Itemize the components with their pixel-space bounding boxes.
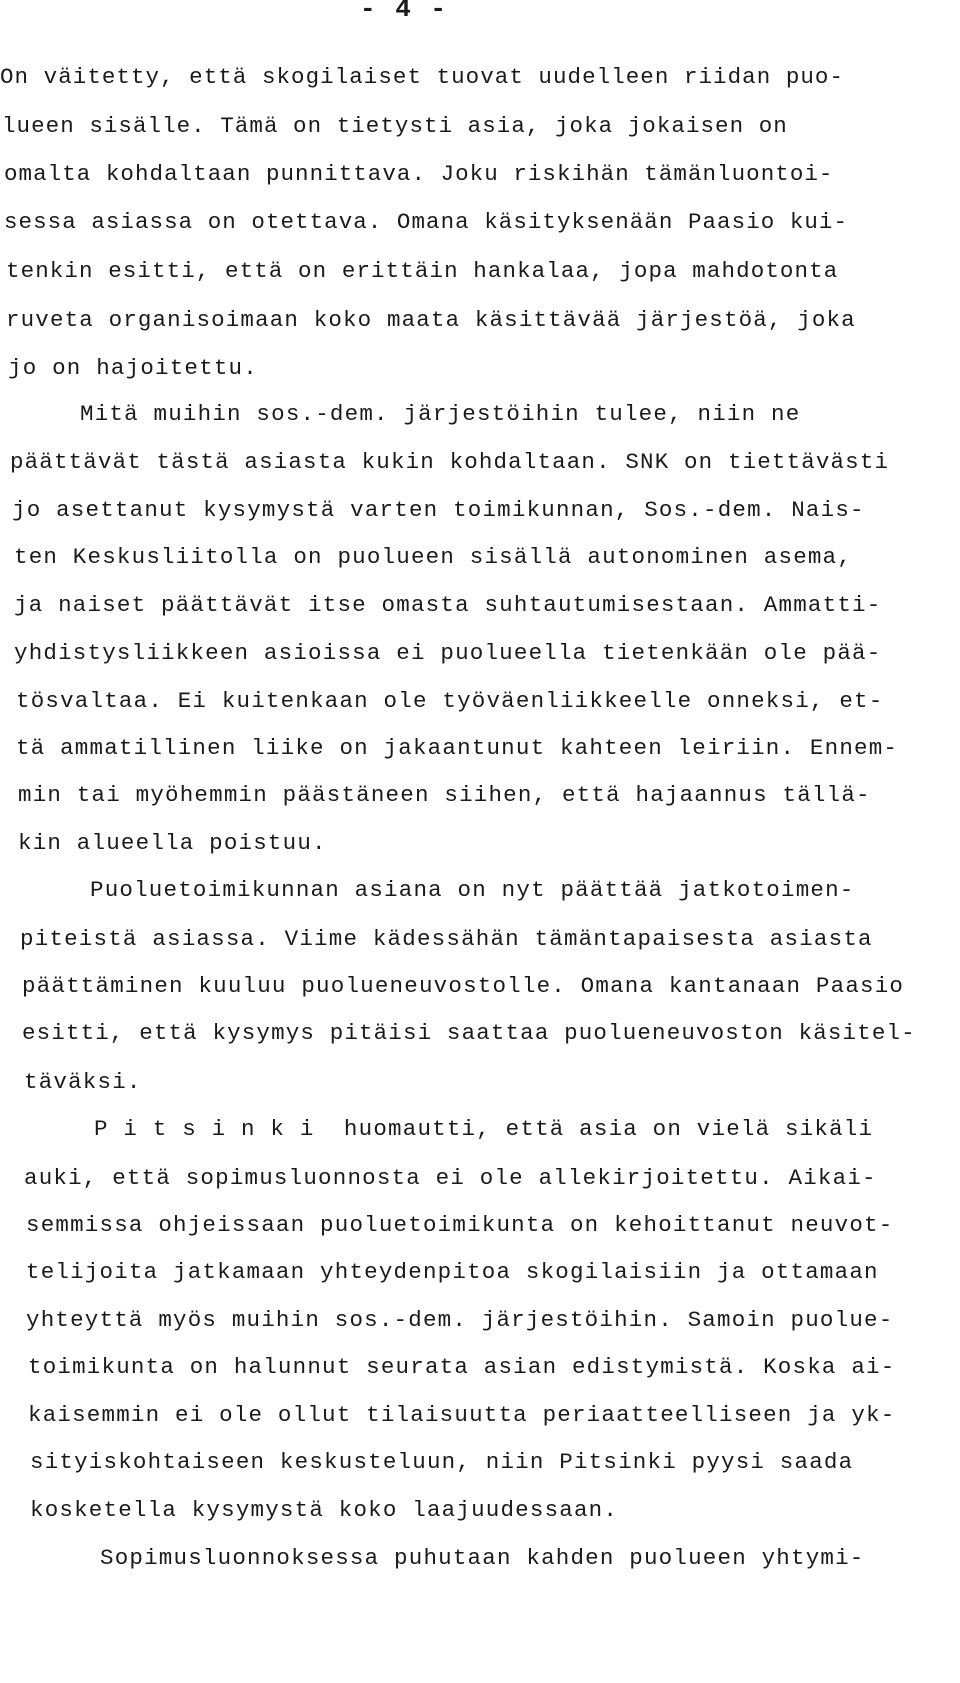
text-line: täväksi. [24, 1069, 142, 1095]
text-line: tä ammatillinen liike on jakaantunut kahteen leiriin. Ennem- [16, 735, 899, 761]
text-line: piteistä asiassa. Viime kädessähän tämäntapaisesta asiasta [20, 926, 873, 952]
text-line: sityiskohtaiseen keskusteluun, niin Pitsinki pyysi saada [30, 1449, 854, 1475]
text-line: kosketella kysymystä koko laajuudessaan. [30, 1497, 619, 1523]
text-line: sessa asiassa on otettava. Omana käsityksenään Paasio kui- [4, 209, 849, 235]
text-line: kin alueella poistuu. [18, 830, 327, 856]
text-line: ruveta organisoimaan koko maata käsittävää järjestöä, joka [6, 307, 856, 333]
text-line: min tai myöhemmin päästäneen siihen, että hajaannus tällä- [18, 782, 871, 808]
text-line: toimikunta on halunnut seurata asian edistymistä. Koska ai- [28, 1354, 896, 1380]
text-line: Puoluetoimikunnan asiana on nyt päättää jatkotoimen- [90, 877, 855, 903]
text-line: päättävät tästä asiasta kukin kohdaltaan. SNK on tiettävästi [10, 449, 890, 475]
text-line: Sopimusluonnoksessa puhutaan kahden puolueen yhtymi- [100, 1545, 865, 1571]
text-line: auki, että sopimusluonnosta ei ole allekirjoitettu. Aikai- [24, 1165, 877, 1191]
text-line: P i t s i n k i huomautti, että asia on vielä sikäli [94, 1116, 874, 1142]
text-line: ten Keskusliitolla on puolueen sisällä autonominen asema, [14, 544, 853, 570]
text-line: esitti, että kysymys pitäisi saattaa puolueneuvoston käsitel- [22, 1020, 916, 1046]
text-line: lueen sisälle. Tämä on tietysti asia, joka jokaisen on [2, 113, 788, 139]
text-line: On väitetty, että skogilaiset tuovat uudelleen riidan puo- [0, 64, 845, 90]
text-line: semmissa ohjeissaan puoluetoimikunta on kehoittanut neuvot- [26, 1212, 894, 1238]
text-line: telijoita jatkamaan yhteydenpitoa skogilaisiin ja ottamaan [26, 1259, 879, 1285]
text-line: Mitä muihin sos.-dem. järjestöihin tulee, niin ne [80, 401, 801, 427]
text-line: omalta kohdaltaan punnittava. Joku riskihän tämänluontoi- [4, 161, 834, 187]
text-line: yhdistysliikkeen asioissa ei puolueella tietenkään ole pää- [14, 640, 882, 666]
page-number: - 4 - [360, 0, 449, 24]
text-line: tenkin esitti, että on erittäin hankalaa, jopa mahdotonta [6, 258, 839, 284]
text-line: tösvaltaa. Ei kuitenkaan ole työväenliikkeelle onneksi, et- [16, 688, 884, 714]
text-line: jo asettanut kysymystä varten toimikunnan, Sos.-dem. Nais- [12, 497, 865, 523]
text-line: yhteyttä myös muihin sos.-dem. järjestöihin. Samoin puolue- [26, 1307, 894, 1333]
text-line: päättäminen kuuluu puolueneuvostolle. Omana kantanaan Paasio [22, 973, 905, 999]
text-line: ja naiset päättävät itse omasta suhtautumisestaan. Ammatti- [14, 592, 882, 618]
text-line: jo on hajoitettu. [8, 355, 258, 381]
text-line: kaisemmin ei ole ollut tilaisuutta periaatteelliseen ja yk- [28, 1402, 896, 1428]
